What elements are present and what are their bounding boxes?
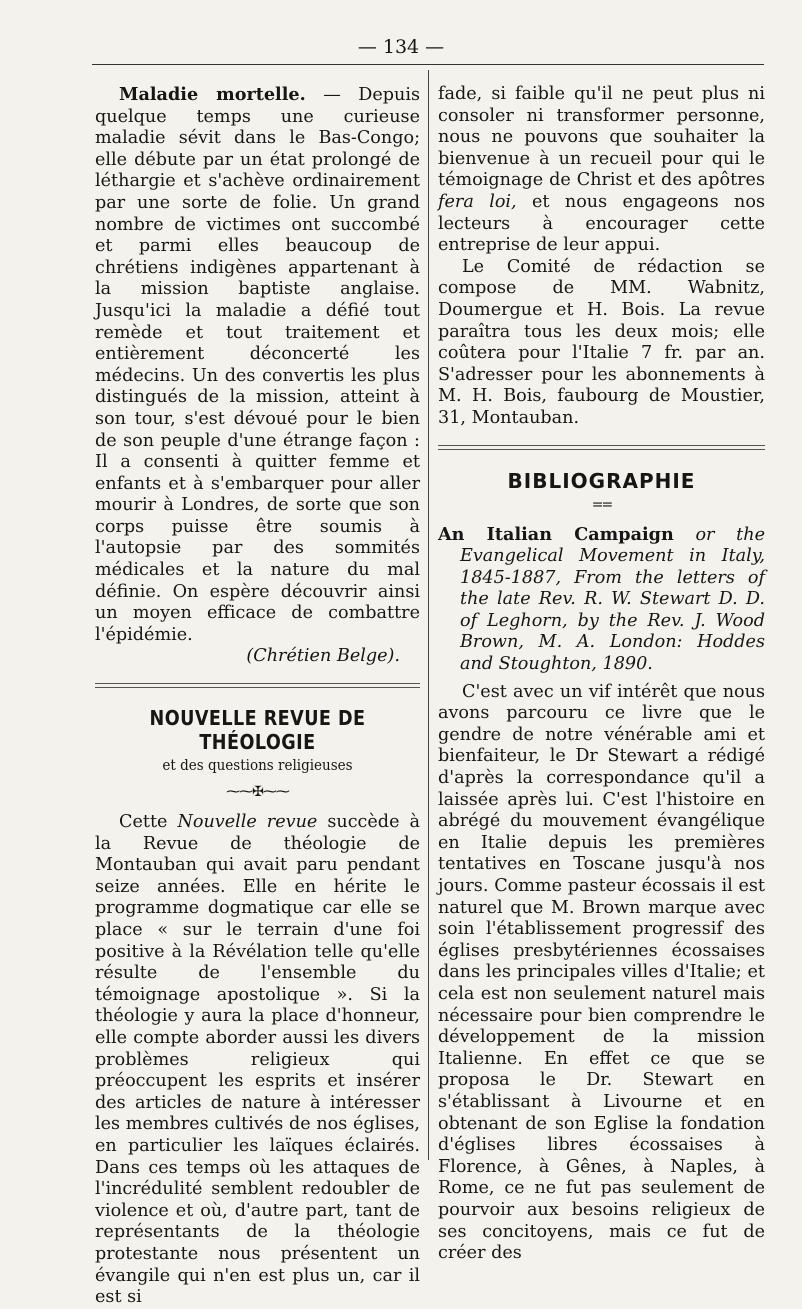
book-title: An Italian Campaign <box>438 523 674 545</box>
article-heading: Maladie mortelle. <box>119 84 306 105</box>
header-rule <box>92 64 764 65</box>
revue-continued <box>438 84 765 257</box>
book-reference <box>438 524 765 676</box>
article-body: — Depuis quelque temps une curieuse maladie sévit dans le Bas-Congo; elle débute par un état prolongé de léthargie et s'achève ordinairement par une sorte de folie. Un grand nombre de victimes ont succombé et parmi elles beaucoup de chrétiens indigènes appartenant à la mission baptiste anglaise. Jusqu'ici la maladie a défié tout remède et tout traitement et entièrement déconcerté les médecins. Un des convertis les plus distingués de la mission, atteint à son tour, s'est dévoué pour le bien de son peuple d'une étrange façon : Il a consenti à quitter femme et enfants et à s'embarquer pour aller mourir à Londres, de sorte que son corps puisse être soumis à l'autopsie par des sommités médicales et la nature du mal définie. On espère découvrir ainsi un moyen efficace de combattre l'épidémie. <box>95 85 421 645</box>
revue-start: Cette <box>119 812 178 833</box>
revue-cont-italic: fera loi, <box>438 191 517 212</box>
article-maladie <box>95 84 420 646</box>
column-divider <box>428 70 429 1160</box>
review-paragraph: C'est avec un vif intérêt que nous avons parcouru ce livre que le gendre de notre vénérable ami et bienfaiteur, le Dr Stewart a rédigé d'après la correspondance qu'il a laissée après lui. C'est l'histoire en abrégé du mouvement évangélique en Italie depuis les premières tentatives en Toscane jusqu'à nos jours. Comme pasteur écossais il est naturel que M. Brown marque avec soin l'établissement progressif des églises presbytériennes écossaises dans les principales villes d'Italie; et cela est non seulement naturel mais nécessaire pour bien comprendre le développement de la mission Italienne. En effet ce que se proposa le Dr. Stewart en s'établissant à Livourne et en obtenant de son Eglise la fondation d'églises libres écossaises à Florence, à Gênes, à Naples, à Rome, ce ne fut pas seulement de pourvoir aux besoins religieux de ses concitoyens, mais ce fut de créer des <box>438 681 765 1264</box>
revue-body: succède à la Revue de théologie de Montauban qui avait paru pendant seize années. Elle en hérite le programme dogmatique car elle se place « sur le terrain d'une foi positive à la Révélation telle qu'elle résulte de l'ensemble du témoignage apostolique ». Si la théologie y aura la place d'honneur, elle compte aborder aussi les divers problèmes religieux qui préoccupent les esprits et insérer des articles de nature à intéresser les membres cultivés de nos églises, en particulier les laïques éclairés. Dans ces temps où les attaques de l'incrédulité semblent redoubler de violence et où, d'autre part, tant de représentants de la théologie protestante nous présentent un évangile qui n'en est plus un, car il est si <box>95 812 420 1308</box>
right-column <box>438 84 765 1265</box>
revue-cont-b: et nous engageons nos lecteurs à encourager cette entreprise de leur appui. <box>438 191 765 256</box>
page-number: — 134 — <box>357 36 445 58</box>
biblio-rule-top <box>438 445 765 450</box>
revue-title: Nouvelle revue <box>177 812 318 833</box>
revue-cont-a: fade, si faible qu'il ne peut plus ni consoler ni transformer personne, nous ne pouvons que souhaiter la bienvenue à un recueil pour qui le témoignage de Christ et des apôtres <box>438 84 765 191</box>
section-title: NOUVELLE REVUE DE THÉOLOGIE <box>149 706 366 755</box>
left-column <box>95 84 420 1309</box>
bibliographie-ornament: == <box>591 496 612 513</box>
ornament: ⁓⁓✠⁓⁓ <box>226 784 289 801</box>
comite-paragraph: Le Comité de rédaction se compose de MM. Wabnitz, Doumergue et H. Bois. La revue paraîtra tous les deux mois; elle coûtera pour l'Italie 7 fr. par an. S'adresser pour les abonnements à M. H. Bois, faubourg de Moustier, 31, Montauban. <box>438 256 765 428</box>
bibliographie-title: BIBLIOGRAPHIE <box>507 468 696 493</box>
article-source: (Chrétien Belge). <box>246 646 400 667</box>
section-rule <box>95 683 420 688</box>
revue-paragraph <box>95 812 420 1309</box>
book-details: or the Evangelical Movement in Italy, 1845-1887, From the letters of the late Rev. R. W. Stewart D. D. of Leghorn, by the Rev. J. Wood Brown, M. A. London: Hoddes and Stoughton, 1890. <box>460 524 765 675</box>
section-subtitle: et des questions religieuses <box>162 756 353 775</box>
